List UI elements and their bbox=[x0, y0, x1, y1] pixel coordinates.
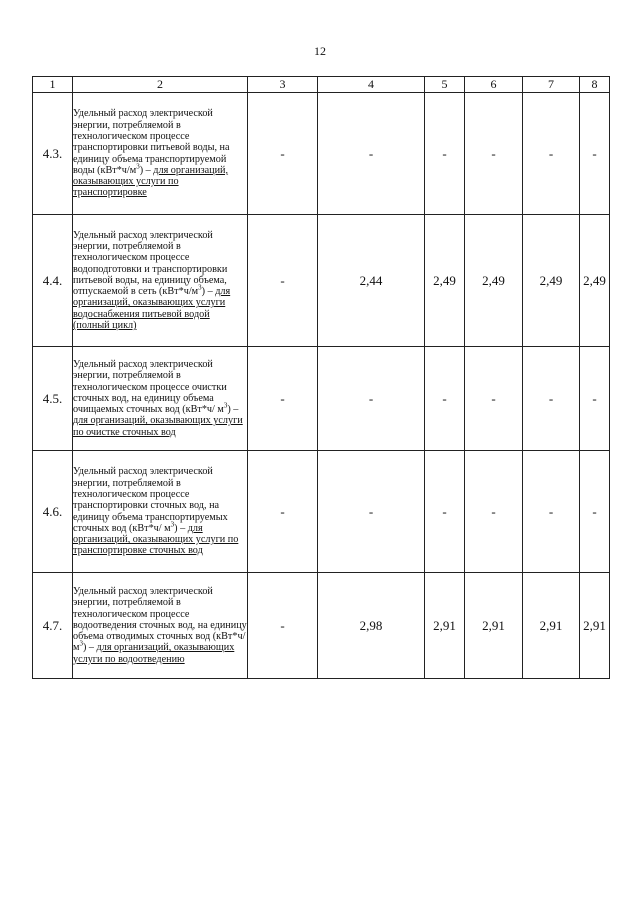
value-cell: 2,91 bbox=[580, 573, 610, 679]
value-cell: - bbox=[318, 93, 425, 215]
row-number: 4.6. bbox=[33, 451, 73, 573]
desc-underlined: для организаций, оказывающих услуги по очистке сточных вод bbox=[73, 415, 243, 438]
value-cell: - bbox=[425, 451, 465, 573]
value-cell: - bbox=[465, 347, 523, 451]
row-description bbox=[73, 347, 248, 451]
value-cell: - bbox=[523, 347, 580, 451]
value-cell: 2,91 bbox=[425, 573, 465, 679]
table-row bbox=[33, 93, 610, 215]
value-cell: - bbox=[580, 93, 610, 215]
row-description bbox=[73, 451, 248, 573]
value-cell: - bbox=[248, 347, 318, 451]
desc-sup: 3 bbox=[223, 401, 228, 410]
row-description bbox=[73, 573, 248, 679]
header-cell: 7 bbox=[523, 77, 580, 93]
desc-text: Удельный расход электрической энергии, потребляемой в технологическом процессе водоподготовки и транспортировки питьевой воды, на единицу объема, отпускаемой в сеть (кВт*ч/м bbox=[73, 229, 228, 298]
table-row bbox=[33, 215, 610, 347]
desc-sup: 3 bbox=[79, 640, 83, 649]
row-description bbox=[73, 215, 248, 347]
header-cell: 6 bbox=[465, 77, 523, 93]
desc-text: Удельный расход электрической энергии, потребляемой в технологическом процессе транспортировки сточных вод, на единицу объема транспортируемых сточных вод (кВт*ч/ м bbox=[73, 466, 228, 534]
row-description bbox=[73, 93, 248, 215]
value-cell: - bbox=[248, 93, 318, 215]
header-cell: 3 bbox=[248, 77, 318, 93]
value-cell: 2,49 bbox=[523, 215, 580, 347]
value-cell: - bbox=[318, 451, 425, 573]
value-cell: - bbox=[425, 93, 465, 215]
value-cell: - bbox=[465, 93, 523, 215]
desc-text: Удельный расход электрической энергии, потребляемой в технологическом процессе водоотведения сточных вод, на единицу объема отводимых сточных вод (кВт*ч/ м bbox=[73, 585, 247, 654]
desc-underlined: для организаций, оказывающих услуги водоснабжения питьевой водой (полный цикл) bbox=[73, 286, 231, 332]
value-cell: 2,98 bbox=[318, 573, 425, 679]
table-row bbox=[33, 451, 610, 573]
table-row bbox=[33, 347, 610, 451]
value-cell: - bbox=[580, 347, 610, 451]
row-number: 4.3. bbox=[33, 93, 73, 215]
value-cell: 2,44 bbox=[318, 215, 425, 347]
desc-sup: 3 bbox=[198, 283, 202, 292]
header-cell: 5 bbox=[425, 77, 465, 93]
header-cell: 1 bbox=[33, 77, 73, 93]
row-number: 4.5. bbox=[33, 347, 73, 451]
value-cell: - bbox=[248, 573, 318, 679]
header-cell: 2 bbox=[73, 77, 248, 93]
value-cell: - bbox=[523, 93, 580, 215]
value-cell: - bbox=[523, 451, 580, 573]
value-cell: - bbox=[248, 215, 318, 347]
row-number: 4.4. bbox=[33, 215, 73, 347]
desc-sup: 3 bbox=[170, 520, 175, 529]
header-cell: 4 bbox=[318, 77, 425, 93]
row-number: 4.7. bbox=[33, 573, 73, 679]
indicators-table bbox=[32, 76, 610, 679]
value-cell: 2,91 bbox=[523, 573, 580, 679]
value-cell: 2,49 bbox=[465, 215, 523, 347]
desc-underlined: для организаций, оказывающих услуги по водоотведению bbox=[73, 642, 235, 665]
table-row bbox=[33, 573, 610, 679]
value-cell: 2,49 bbox=[580, 215, 610, 347]
value-cell: - bbox=[465, 451, 523, 573]
desc-mid: ) – bbox=[227, 404, 239, 416]
value-cell: - bbox=[248, 451, 318, 573]
desc-sup: 3 bbox=[136, 162, 140, 171]
value-cell: 2,49 bbox=[425, 215, 465, 347]
value-cell: - bbox=[318, 347, 425, 451]
page-number: 12 bbox=[314, 44, 326, 58]
desc-mid: ) – bbox=[139, 164, 154, 176]
value-cell: 2,91 bbox=[465, 573, 523, 679]
desc-mid: ) – bbox=[201, 286, 216, 298]
header-row bbox=[33, 77, 610, 93]
desc-text: Удельный расход электрической энергии, потребляемой в технологическом процессе транспортировки питьевой воды, на единицу объема транспортируемой воды (кВт*ч/м bbox=[73, 108, 230, 176]
value-cell: - bbox=[580, 451, 610, 573]
desc-underlined: для организаций, оказывающих услуги по транспортировке сточных вод bbox=[73, 522, 239, 557]
header-cell: 8 bbox=[580, 77, 610, 93]
value-cell: - bbox=[425, 347, 465, 451]
desc-underlined: для организаций, оказывающих услуги по транспортировке bbox=[73, 164, 229, 199]
desc-mid: ) – bbox=[174, 522, 188, 534]
desc-mid: ) – bbox=[82, 642, 97, 654]
desc-text: Удельный расход электрической энергии, потребляемой в технологическом процессе очистки сточных вод, на единицу объема очищаемых сточных вод (кВт*ч/ м bbox=[73, 358, 227, 416]
